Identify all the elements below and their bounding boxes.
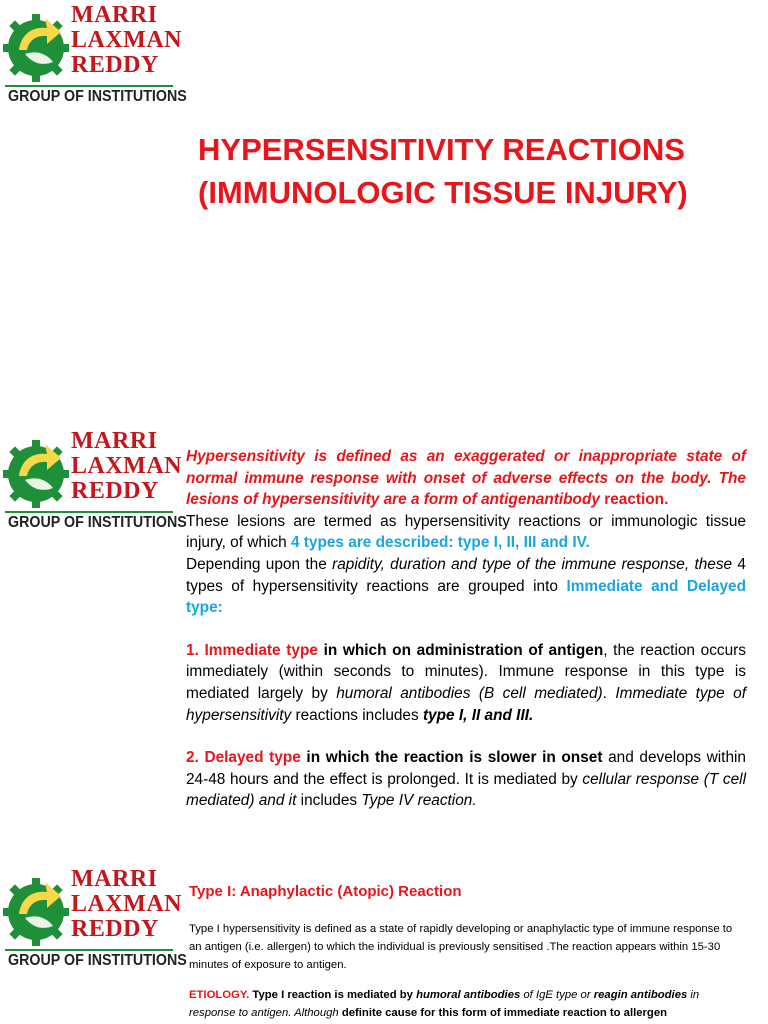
institution-logo (3, 866, 187, 969)
grouping-paragraph: Depending upon the rapidity, duration and type of the immune response, these 4 types of hypersensitivity reactions are grouped into Immediate and Delayed type: (186, 555, 746, 617)
logo-divider (5, 85, 173, 87)
logo-divider (5, 511, 173, 513)
logo-name: MARRI LAXMAN REDDY (71, 866, 182, 942)
gear-emblem-icon (3, 430, 69, 510)
type-one-body (189, 920, 744, 1022)
institution-logo (3, 2, 187, 105)
slide-title-text: HYPERSENSITIVITY REACTIONS (IMMUNOLOGIC TISSUE INJURY) (198, 132, 688, 210)
institution-logo (3, 428, 187, 531)
types-paragraph: These lesions are termed as hypersensitivity reactions or immunologic tissue injury, of which 4 types are described: type I, II, III and IV. (186, 512, 746, 552)
immediate-type-paragraph: 1. Immediate type in which on administration of antigen, the reaction occurs immediately (within seconds to minutes). Immune response in this type is mediated largely by humoral antibodies (B cell mediated). Immediate type of hypersensitivity reactions includes type I, II and III. (186, 641, 746, 724)
definition-body (186, 446, 746, 812)
logo-group-text: GROUP OF INSTITUTIONS (8, 952, 187, 969)
logo-divider (5, 949, 173, 951)
type-one-heading: Type I: Anaphylactic (Atopic) Reaction (189, 883, 462, 900)
logo-name: MARRI LAXMAN REDDY (71, 428, 182, 504)
slide-type-one (0, 848, 768, 1024)
slide-definition (0, 410, 768, 848)
logo-name: MARRI LAXMAN REDDY (71, 2, 182, 78)
gear-emblem-icon (3, 868, 69, 948)
definition-paragraph: Hypersensitivity is defined as an exaggerated or inappropriate state of normal immune response with onset of adverse effects on the body. The lesions of hypersensitivity are a form of antigenantibody reaction. (186, 448, 746, 509)
logo-group-text: GROUP OF INSTITUTIONS (8, 514, 187, 531)
type-one-definition: Type I hypersensitivity is defined as a state of rapidly developing or anaphylactic type of immune response to an antigen (i.e. allergen) to which the individual is previously sensitised .The reaction appears within 15-30 minutes of exposure to antigen. (189, 923, 733, 971)
etiology-paragraph: ETIOLOGY. Type I reaction is mediated by humoral antibodies of IgE type or reagin antibodies in response to antigen. Although definite cause for this form of immediate reaction to allergen (189, 989, 700, 1019)
logo-group-text: GROUP OF INSTITUTIONS (8, 88, 187, 105)
gear-emblem-icon (3, 4, 69, 84)
slide-title (0, 0, 768, 410)
delayed-type-paragraph: 2. Delayed type in which the reaction is slower in onset and develops within 24-48 hours and the effect is prolonged. It is mediated by cellular response (T cell mediated) and it includes Type IV reaction. (186, 749, 746, 810)
